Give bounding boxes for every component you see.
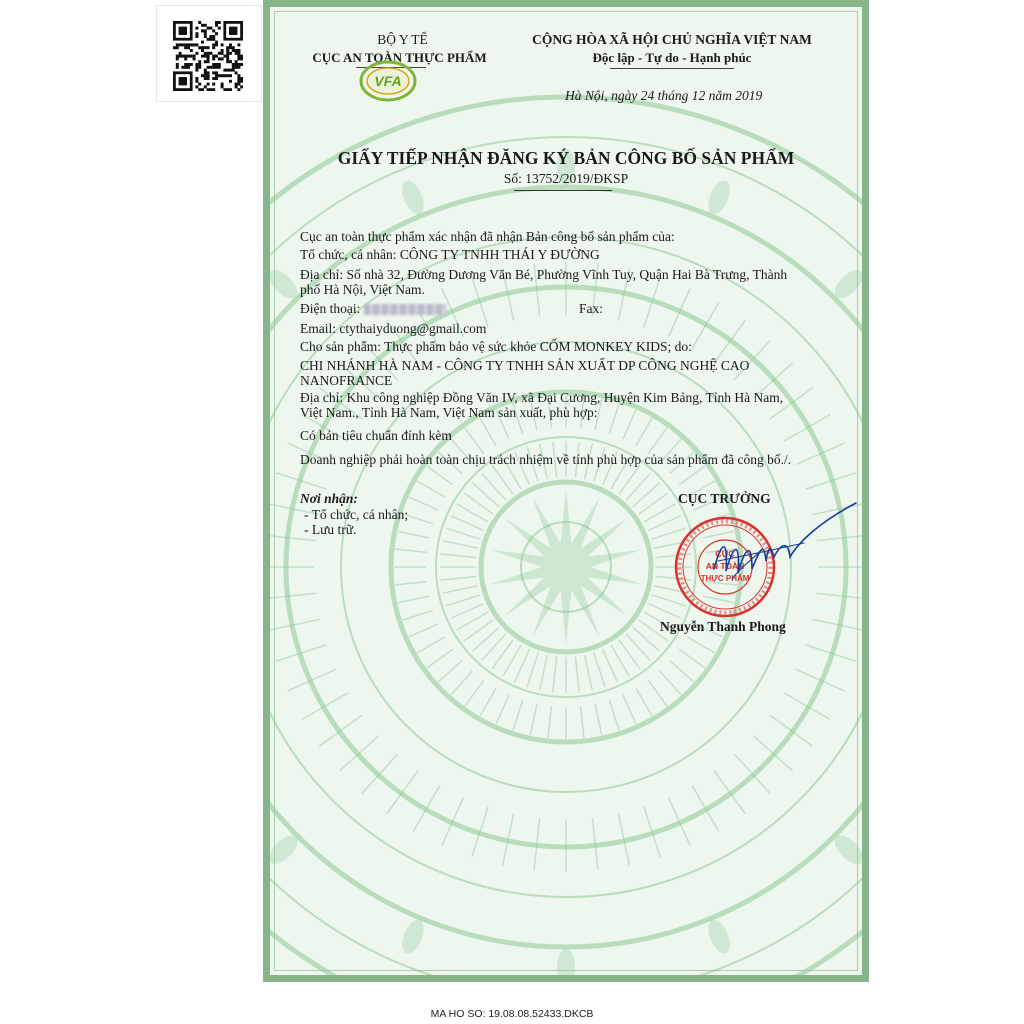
manufacturer-line-1: CHI NHÁNH HÀ NAM - CÔNG TY TNHH SẢN XUẤT DP CÔNG NGHỆ CAO [300, 358, 750, 373]
responsibility-note: Doanh nghiệp phải hoàn toàn chịu trách nhiệm về tính phù hợp của sản phẩm đã công bố./. [300, 452, 792, 467]
manufacturer-line-2: NANOFRANCE [300, 373, 393, 388]
qr-code [173, 21, 243, 91]
recipient-item: - Lưu trữ. [304, 522, 357, 537]
intro-line: Cục an toàn thực phẩm xác nhận đã nhận Bản công bố sản phẩm của: [300, 229, 675, 244]
country-name: CỘNG HÒA XÃ HỘI CHỦ NGHĨA VIỆT NAM [532, 32, 812, 47]
seal-text-line-3: THỰC PHẨM [700, 574, 750, 583]
fax-label: Fax: [579, 301, 604, 316]
seal-text-line-2: AN TOÀN [705, 561, 745, 571]
seal-text-line-1: CỤC [715, 549, 735, 559]
certificate [263, 0, 869, 982]
manufacturer-address-line-2: Việt Nam., Tỉnh Hà Nam, Việt Nam sản xuất, phù hợp: [300, 405, 598, 420]
handwritten-signature [705, 499, 858, 595]
vfa-logo [358, 55, 418, 103]
director-name: Nguyễn Thanh Phong [660, 619, 786, 634]
director-title: CỤC TRƯỞNG [678, 491, 771, 506]
product-line: Cho sản phẩm: Thực phẩm bảo vệ sức khỏe CỐM MONKEY KIDS; do: [300, 339, 692, 354]
agency-name: CỤC AN TOÀN THỰC PHẨM [312, 50, 487, 65]
org-address-line-2: phố Hà Nội, Việt Nam. [300, 282, 425, 297]
ministry-name: BỘ Y TẾ [377, 32, 428, 47]
organization: Tổ chức, cá nhân: CÔNG TY TNHH THÁI Y ĐƯỜNG [300, 247, 600, 262]
document-title: GIẤY TIẾP NHẬN ĐĂNG KÝ BẢN CÔNG BỐ SẢN PHẨM [337, 148, 795, 168]
vfa-logo-text: VFA [374, 73, 402, 89]
phone-label: Điện thoại: [300, 301, 361, 316]
redacted-phone [364, 304, 446, 315]
phone-row [300, 301, 446, 317]
motto-underline [610, 68, 734, 69]
document-number: Số: 13752/2019/ĐKSP [503, 171, 629, 186]
org-address-line-1: Địa chỉ: Số nhà 32, Đường Dương Văn Bé, Phường Vĩnh Tuy, Quận Hai Bà Trưng, Thành [300, 267, 788, 282]
recipients-label: Nơi nhận: [300, 491, 358, 506]
email: Email: ctythaiyduong@gmail.com [300, 321, 487, 336]
issue-date: Hà Nội, ngày 24 tháng 12 năm 2019 [565, 88, 763, 103]
number-underline [514, 190, 612, 191]
national-motto: Độc lập - Tự do - Hạnh phúc [592, 50, 752, 65]
manufacturer-address-line-1: Địa chỉ: Khu công nghiệp Đồng Văn IV, xã Đại Cương, Huyện Kim Bảng, Tỉnh Hà Nam, [300, 390, 784, 405]
dossier-code: MA HO SO: 19.08.08.52433.DKCB [430, 1008, 594, 1020]
qr-code-panel [156, 5, 262, 102]
recipient-item: - Tổ chức, cá nhân; [304, 507, 409, 522]
standard-note: Có bản tiêu chuẩn đính kèm [300, 428, 452, 443]
